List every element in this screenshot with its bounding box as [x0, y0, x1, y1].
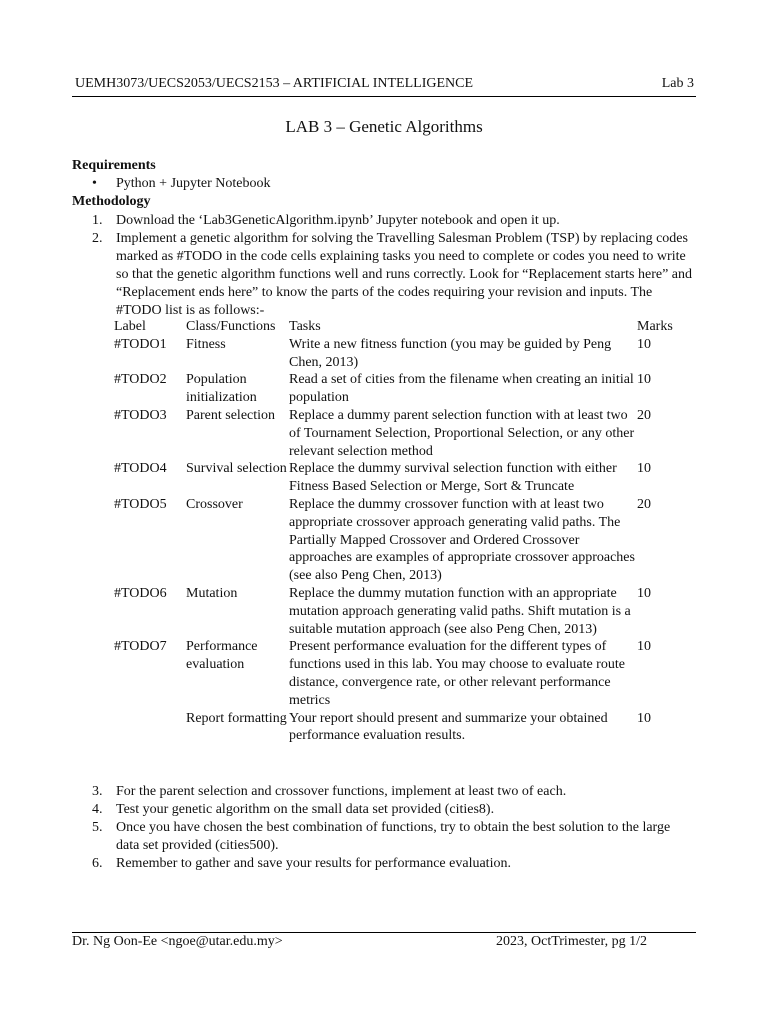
step-item	[72, 819, 696, 855]
todo-function: Fitness	[186, 336, 226, 352]
table-row	[114, 371, 696, 407]
step-number: 3.	[92, 784, 103, 799]
table-row	[114, 710, 696, 746]
step-item	[72, 855, 696, 873]
todo-table	[114, 318, 696, 745]
step-text: Implement a genetic algorithm for solving the Travelling Salesman Problem (TSP) by replacing codes marked as #TODO in the code cells explaining tasks you need to complete or codes you need to write so that the genetic algorithm functions well and runs correctly. Look for “Replacement starts here” and “Replacement ends here” to know the parts of the codes requiring your revision and inputs. The #TODO list is as follows:-	[116, 231, 693, 318]
step-item	[72, 212, 696, 230]
todo-function: Parent selection	[186, 407, 276, 423]
todo-marks: 10	[637, 336, 651, 352]
todo-label: #TODO4	[114, 461, 167, 477]
table-row	[114, 336, 696, 372]
author-contact: Dr. Ng Oon-Ee <ngoe@utar.edu.my>	[72, 934, 283, 949]
todo-label: #TODO5	[114, 496, 167, 512]
step-number: 2.	[92, 231, 103, 246]
methodology-heading: Methodology	[72, 194, 151, 209]
requirement-text: Python + Jupyter Notebook	[116, 176, 271, 191]
step-text: Once you have chosen the best combination of functions, try to obtain the best solution to the large data set provided (cities500).	[116, 820, 671, 853]
todo-task: Present performance evaluation for the different types of functions used in this lab. You may choose to evaluate route distance, convergence rate, or other relevant performance metrics	[289, 639, 625, 708]
steps-list-before	[72, 212, 696, 320]
step-number: 4.	[92, 802, 103, 817]
column-header: Marks	[637, 319, 673, 334]
todo-marks: 20	[637, 407, 651, 423]
todo-marks: 10	[637, 639, 651, 655]
step-number: 1.	[92, 213, 103, 228]
steps-list-after	[72, 783, 696, 873]
step-item	[72, 783, 696, 801]
todo-marks: 10	[637, 461, 651, 477]
todo-marks: 20	[637, 496, 651, 512]
table-header-row	[114, 318, 696, 336]
todo-task: Replace the dummy crossover function with at least two appropriate crossover approach generating valid paths. The Partially Mapped Crossover and Ordered Crossover approaches are examples of appropriate crossover approaches (see also Peng Chen, 2013)	[289, 496, 635, 584]
todo-label: #TODO1	[114, 336, 167, 352]
todo-label: #TODO3	[114, 407, 167, 423]
todo-function: Crossover	[186, 496, 243, 512]
page-footer	[72, 932, 696, 949]
todo-function: Population initialization	[186, 372, 257, 406]
todo-function: Mutation	[186, 585, 238, 601]
todo-task: Replace the dummy mutation function with an appropriate mutation approach generating valid paths. Shift mutation is a suitable mutation approach (see also Peng Chen, 2013)	[289, 585, 631, 637]
todo-label: #TODO7	[114, 639, 167, 655]
todo-task: Replace a dummy parent selection function with at least two of Tournament Selection, Proportional Selection, or any other relevant selection method	[289, 407, 635, 459]
table-row	[114, 585, 696, 638]
step-number: 6.	[92, 856, 103, 871]
course-code: UEMH3073/UECS2053/UECS2153 – ARTIFICIAL INTELLIGENCE	[75, 76, 474, 91]
todo-label: #TODO2	[114, 372, 167, 388]
requirement-item	[92, 176, 271, 192]
todo-marks: 10	[637, 372, 651, 388]
table-row	[114, 460, 696, 496]
table-row	[114, 638, 696, 709]
todo-label: #TODO6	[114, 585, 167, 601]
todo-label	[114, 710, 186, 746]
step-item	[72, 801, 696, 819]
todo-task: Your report should present and summarize your obtained performance evaluation results.	[289, 710, 608, 744]
todo-marks: 10	[637, 710, 651, 726]
todo-function: Report formatting	[186, 710, 287, 726]
bullet-icon: •	[92, 176, 97, 191]
todo-task: Replace the dummy survival selection function with either Fitness Based Selection or Merge, Sort & Truncate	[289, 461, 617, 495]
table-row	[114, 407, 696, 460]
column-header: Class/Functions	[186, 319, 276, 334]
step-text: Remember to gather and save your results for performance evaluation.	[116, 856, 511, 871]
step-text: Download the ‘Lab3GeneticAlgorithm.ipynb’ Jupyter notebook and open it up.	[116, 213, 560, 228]
step-number: 5.	[92, 820, 103, 835]
page-title: LAB 3 – Genetic Algorithms	[285, 117, 483, 136]
page-info: 2023, OctTrimester, pg 1/2	[496, 934, 647, 949]
todo-function: Survival selection	[186, 461, 287, 477]
requirements-heading: Requirements	[72, 158, 156, 173]
todo-marks: 10	[637, 585, 651, 601]
step-text: Test your genetic algorithm on the small data set provided (cities8).	[116, 802, 495, 817]
column-header: Tasks	[289, 319, 321, 334]
todo-task: Write a new fitness function (you may be guided by Peng Chen, 2013)	[289, 336, 612, 370]
page-header	[72, 76, 696, 97]
step-item	[72, 230, 696, 320]
lab-number: Lab 3	[661, 76, 694, 91]
todo-function: Performance evaluation	[186, 639, 258, 673]
step-text: For the parent selection and crossover functions, implement at least two of each.	[116, 784, 567, 799]
todo-task: Read a set of cities from the filename when creating an initial population	[289, 372, 634, 406]
table-row	[114, 496, 696, 585]
column-header: Label	[114, 319, 146, 334]
